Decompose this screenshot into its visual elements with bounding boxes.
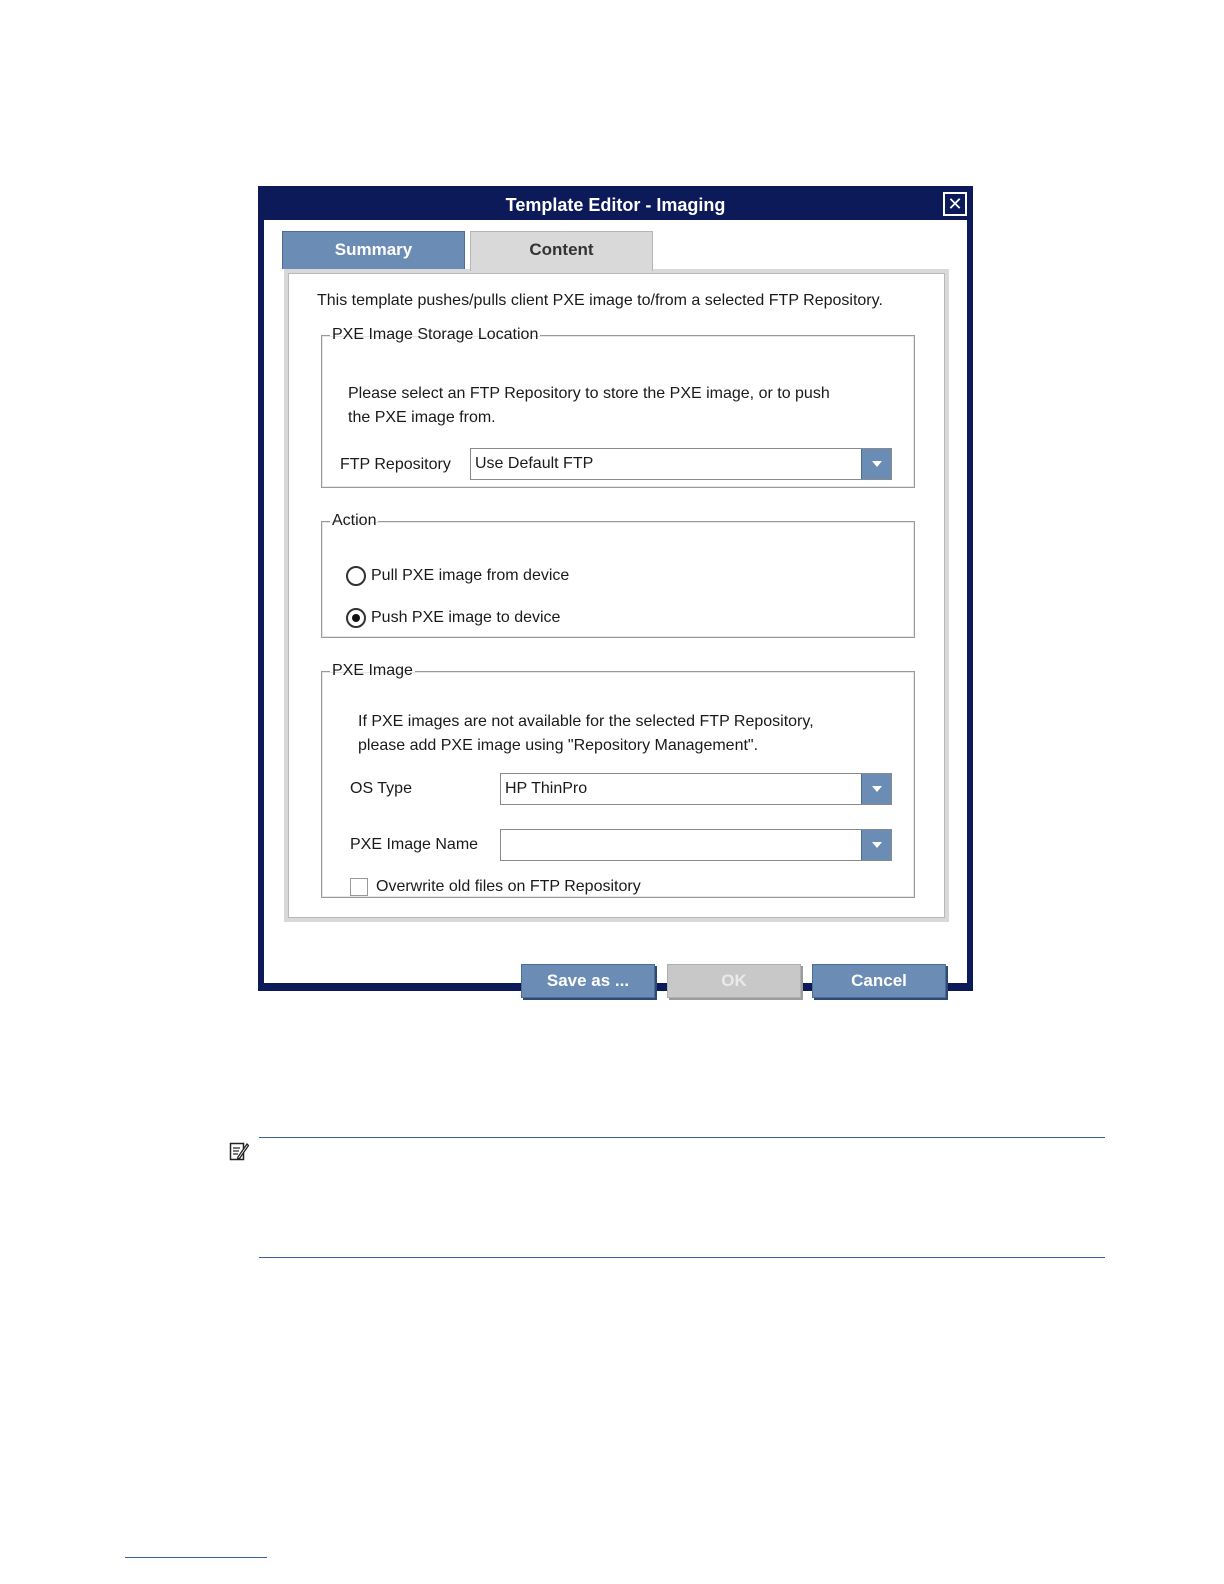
close-button[interactable] — [943, 192, 967, 216]
intro-text: This template pushes/pulls client PXE image to/from a selected FTP Repository. — [317, 292, 883, 309]
template-editor-dialog — [258, 186, 973, 991]
radio-push-label: Push PXE image to device — [371, 609, 561, 626]
pxe-image-group — [321, 662, 915, 898]
storage-location-group — [321, 326, 915, 488]
chevron-down-icon[interactable] — [861, 830, 891, 860]
chevron-down-icon[interactable] — [861, 449, 891, 479]
pxe-image-name-label: PXE Image Name — [350, 836, 479, 853]
note-bottom-rule — [259, 1257, 1105, 1258]
pxe-image-description — [358, 710, 814, 758]
os-type-select[interactable] — [500, 773, 892, 805]
ok-button[interactable]: OK — [667, 964, 801, 998]
storage-description-line2: the PXE image from. — [348, 409, 496, 426]
tab-content[interactable]: Content — [470, 231, 653, 271]
tab-summary[interactable]: Summary — [282, 231, 465, 269]
radio-push-image[interactable] — [346, 608, 560, 628]
storage-legend: PXE Image Storage Location — [332, 326, 539, 343]
note-top-rule — [259, 1137, 1105, 1138]
action-group — [321, 512, 915, 638]
dialog-titlebar — [264, 190, 967, 220]
close-icon: ✕ — [947, 194, 963, 214]
pxe-image-legend: PXE Image — [332, 662, 413, 679]
radio-unselected-icon[interactable] — [346, 566, 366, 586]
overwrite-checkbox[interactable] — [350, 878, 368, 896]
content-tab-panel — [284, 269, 949, 922]
content-tab-body — [288, 273, 945, 918]
footer-rule — [125, 1557, 267, 1558]
dialog-client-area — [264, 220, 967, 990]
pxe-image-name-select[interactable] — [500, 829, 892, 861]
radio-pull-label: Pull PXE image from device — [371, 567, 570, 584]
storage-description-line1: Please select an FTP Repository to store the PXE image, or to push — [348, 385, 830, 402]
storage-description — [348, 382, 830, 430]
overwrite-label: Overwrite old files on FTP Repository — [376, 878, 641, 895]
radio-selected-icon[interactable] — [346, 608, 366, 628]
radio-pull-image[interactable] — [346, 566, 569, 586]
os-type-label: OS Type — [350, 780, 412, 797]
pxe-description-line1: If PXE images are not available for the selected FTP Repository, — [358, 713, 814, 730]
note-icon — [229, 1140, 249, 1162]
dialog-title: Template Editor - Imaging — [505, 195, 726, 215]
ftp-repository-value: Use Default FTP — [475, 455, 594, 472]
ftp-repository-label: FTP Repository — [340, 456, 451, 473]
ftp-repository-select[interactable] — [470, 448, 892, 480]
save-as-button[interactable]: Save as ... — [521, 964, 655, 998]
pxe-description-line2: please add PXE image using "Repository Management". — [358, 737, 759, 754]
chevron-down-icon[interactable] — [861, 774, 891, 804]
cancel-button[interactable]: Cancel — [812, 964, 946, 998]
overwrite-checkbox-row[interactable] — [350, 878, 641, 896]
os-type-value: HP ThinPro — [505, 780, 588, 797]
action-legend: Action — [332, 512, 377, 529]
